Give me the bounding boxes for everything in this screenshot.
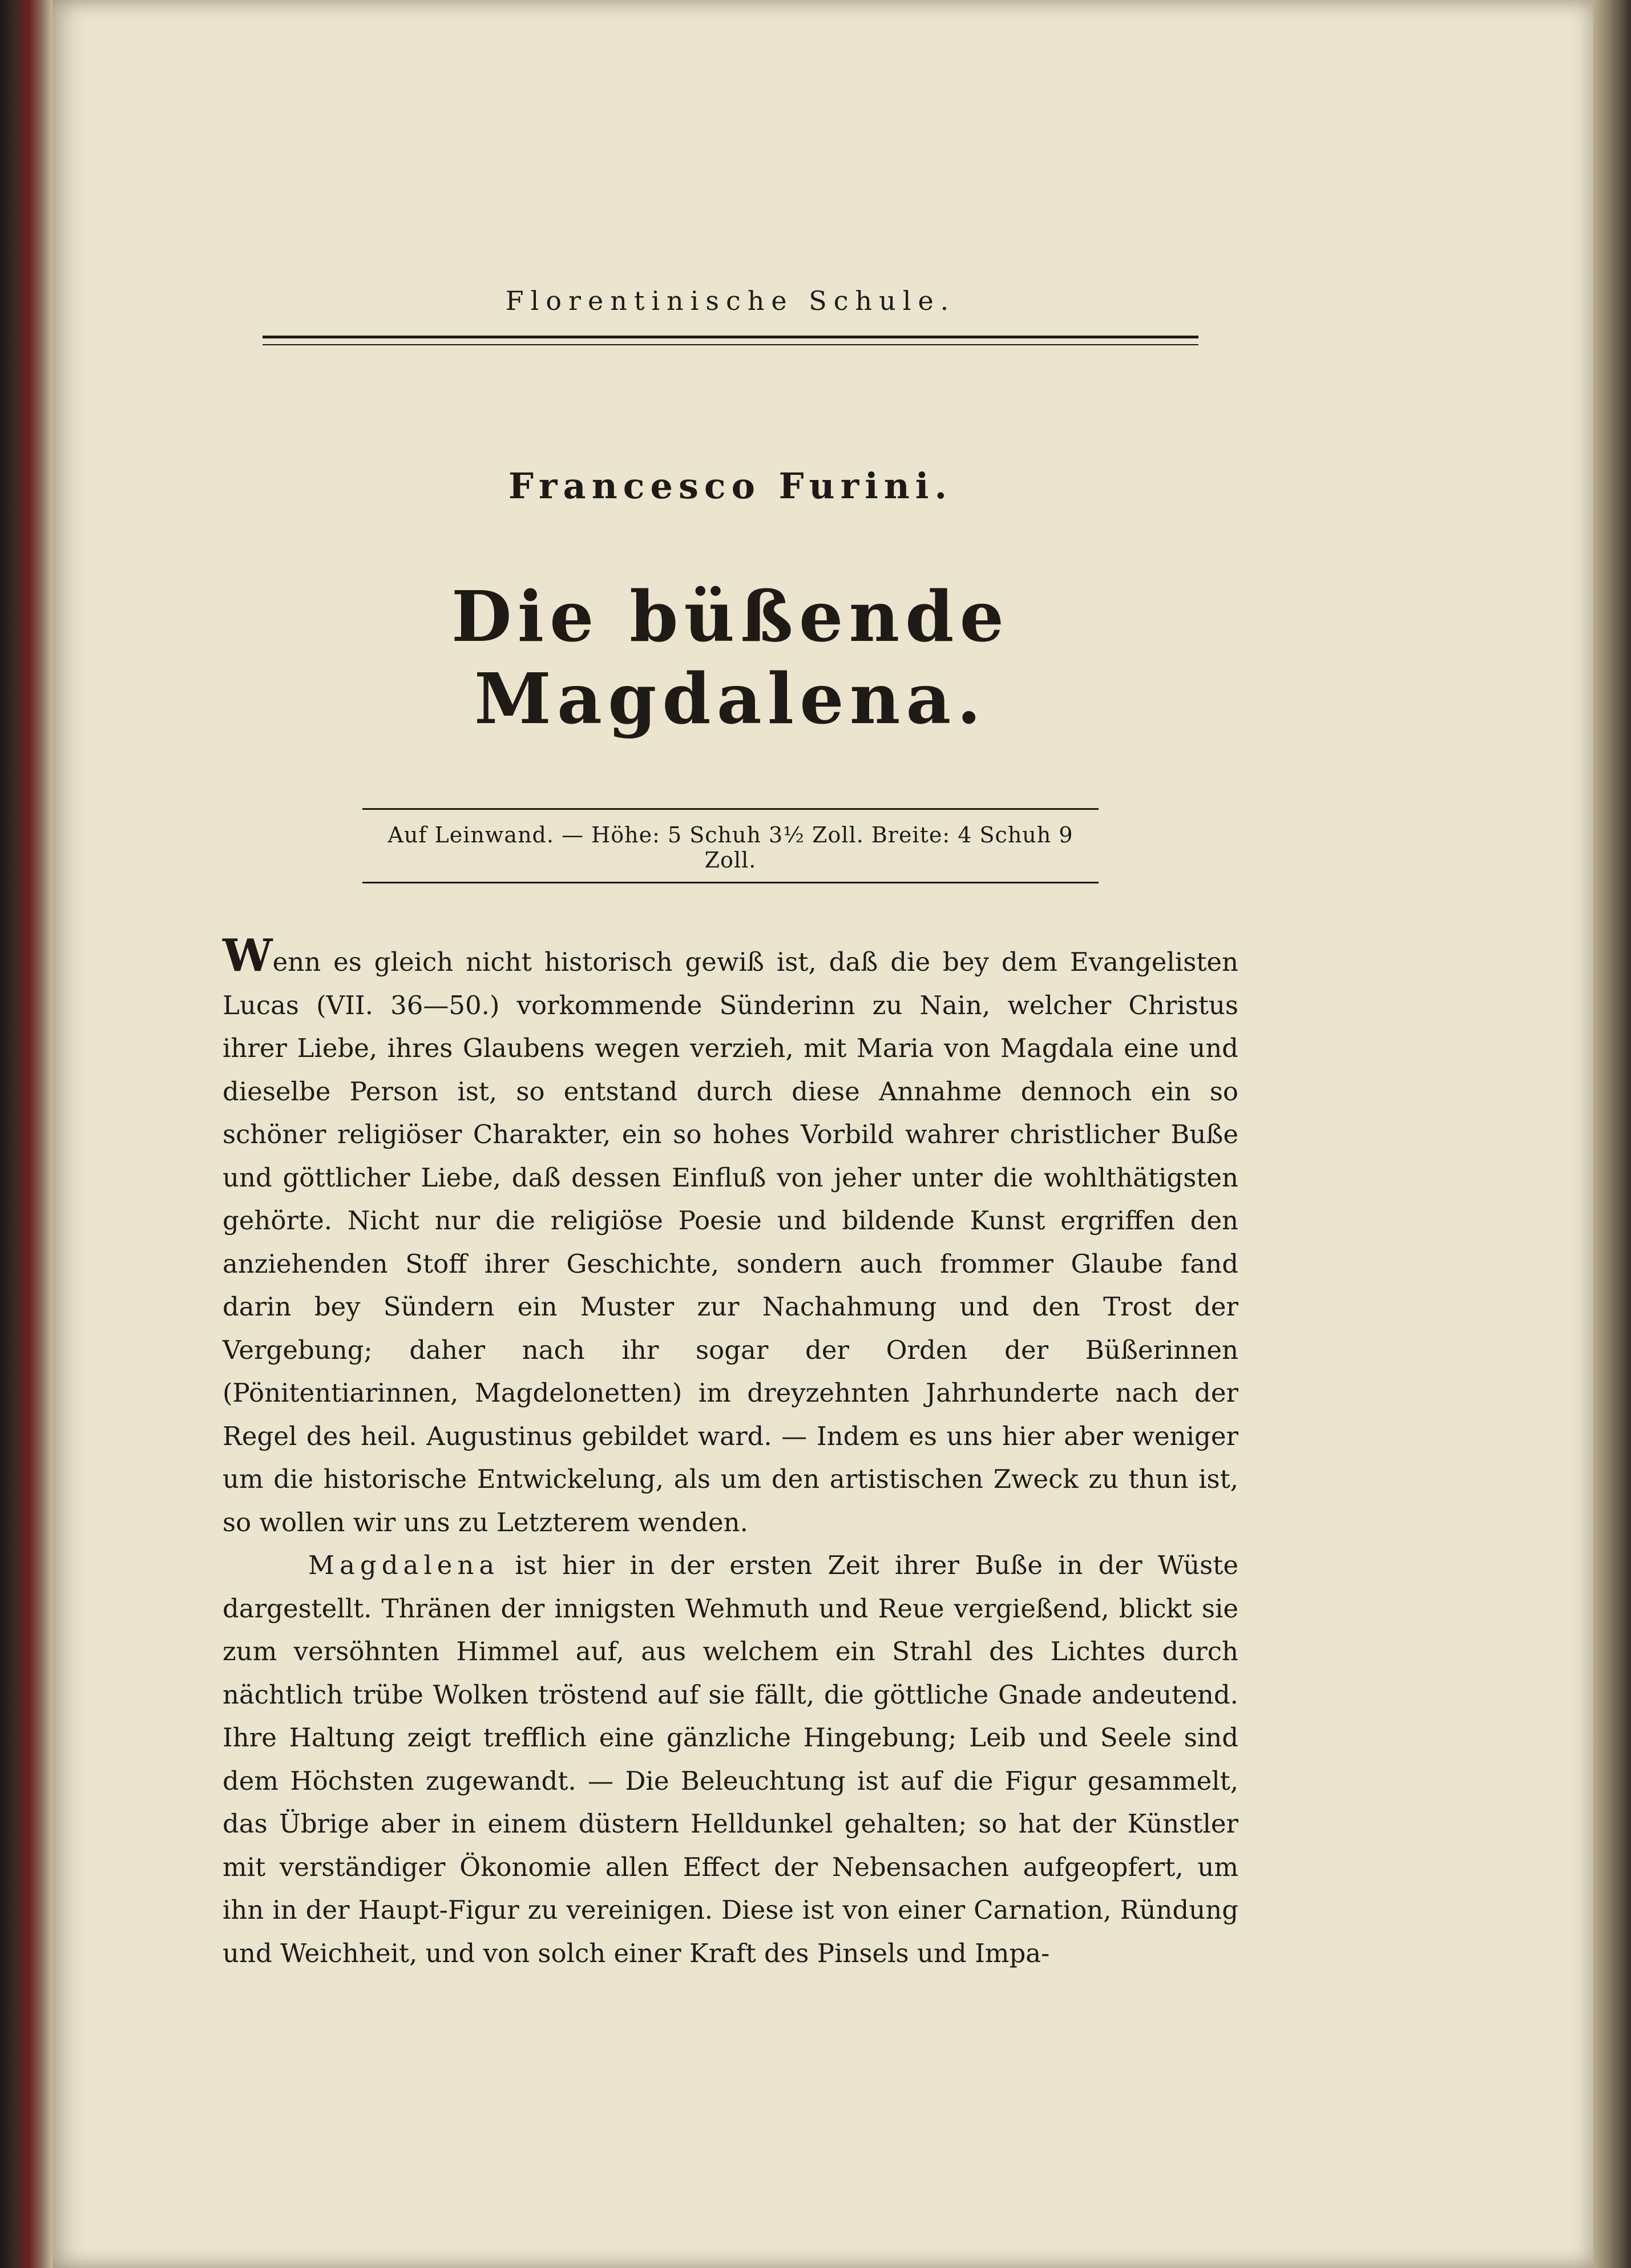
book-spine-edge: [0, 0, 53, 2268]
paragraph-2: [223, 1544, 1238, 1975]
meta-rule-bottom: [362, 882, 1099, 883]
double-rule: [263, 336, 1198, 345]
paragraph-1-text: enn es gleich nicht historisch gewiß ist, daß die bey dem Evangelisten Lucas (VII. 36—50.) vorkommende Sünderinn zu Nain, welcher Christus ihrer Liebe, ihres Glaubens wegen verzieh, mit Maria von Magdala eine und dieselbe Person ist, so entstand durch diese Annahme dennoch ein so schöner religiöser Charakter, ein so hohes Vorbild wahrer christlicher Buße und göttlicher Liebe, daß dessen Einfluß von jeher unter die wohlthätigsten gehörte. Nicht nur die religiöse Poesie und bildende Kunst ergriffen den anziehenden Stoff ihrer Geschichte, sondern auch frommer Glaube fand darin bey Sündern ein Muster zur Nachahmung und den Trost der Vergebung; daher nach ihr sogar der Orden der Büßerinnen (Pönitentiarinnen, Magdelonetten) im dreyzehnten Jahrhunderte nach der Regel des heil. Augustinus gebildet ward. — Indem es uns hier aber weniger um die historische Entwickelung, als um den artistischen Zweck zu thun ist, so wollen wir uns zu Letzterem wenden.: [223, 947, 1238, 1537]
paragraph-2-text: ist hier in der ersten Zeit ihrer Buße in der Wüste dargestellt. Thränen der innigsten Wehmuth und Reue vergießend, blickt sie zum versöhnten Himmel auf, aus welchem ein Strahl des Lichtes durch nächtlich trübe Wolken tröstend auf sie fällt, die göttliche Gnade andeutend. Ihre Haltung zeigt trefflich eine gänzliche Hingebung; Leib und Seele sind dem Höchsten zugewandt. — Die Beleuchtung ist auf die Figur gesammelt, das Übrige aber in einem düstern Helldunkel gehalten; so hat der Künstler mit verständiger Ökonomie allen Effect der Nebensachen aufgeopfert, um ihn in der Haupt-Figur zu vereinigen. Diese ist von einer Carnation, Ründung und Weichheit, und von solch einer Kraft des Pinsels und Impa-: [223, 1550, 1238, 1968]
page-fore-edge: [1593, 0, 1631, 2268]
paragraph-1: [223, 930, 1238, 1544]
artwork-title: Die büßende Magdalena.: [451, 575, 1010, 740]
page-content: [223, 274, 1238, 1975]
dimensions-block: [362, 808, 1099, 883]
initial-letter: W: [223, 930, 273, 982]
artist-name: Francesco Furini.: [508, 465, 953, 507]
dimensions-text: Auf Leinwand. — Höhe: 5 Schuh 3½ Zoll. Breite: 4 Schuh 9 Zoll.: [387, 822, 1073, 873]
body-text: [223, 930, 1238, 1975]
school-heading: Florentinische Schule.: [505, 285, 956, 316]
paragraph-2-lead: Magdalena: [308, 1550, 500, 1580]
